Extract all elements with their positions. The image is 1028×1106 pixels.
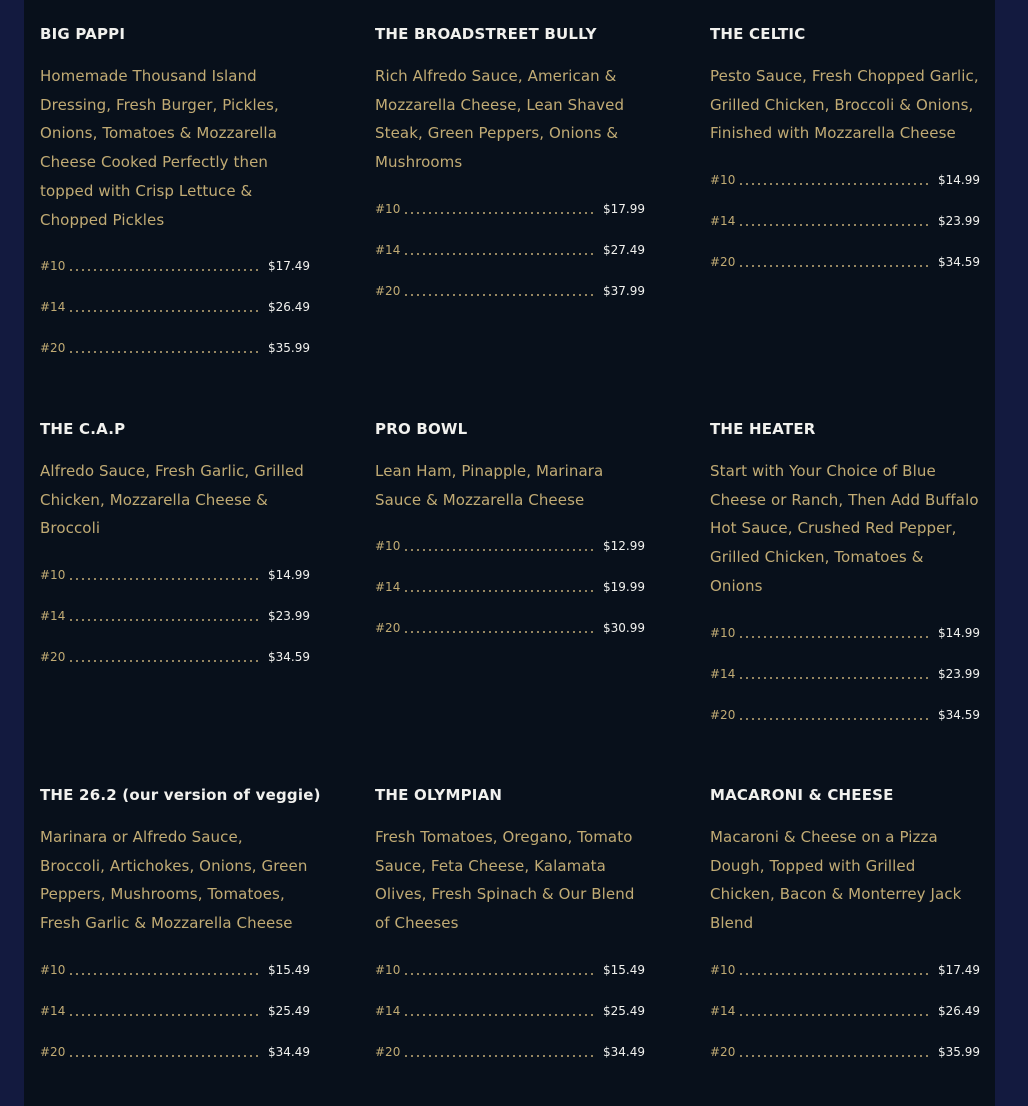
price-list: [710, 624, 980, 724]
menu-panel: [24, 0, 995, 1106]
size-label: #20: [375, 1044, 401, 1059]
dot-leader: [738, 265, 932, 267]
price-value: $30.99: [603, 621, 645, 636]
price-value: $23.99: [268, 609, 310, 624]
dot-leader: [403, 590, 597, 592]
price-row: [375, 1043, 645, 1061]
price-row: [40, 1043, 310, 1061]
item-name: PRO BOWL: [375, 420, 468, 438]
size-label: #14: [40, 1003, 66, 1018]
price-list: [375, 200, 645, 300]
price-value: $23.99: [938, 214, 980, 229]
price-value: $26.49: [938, 1003, 980, 1018]
item-description: Homemade Thousand Island Dressing, Fresh Burger, Pickles, Onions, Tomatoes & Mozzarella Cheese Cooked Perfectly then topped with Crisp Lettuce & Chopped Pickles: [40, 67, 279, 229]
item-description: Marinara or Alfredo Sauce, Broccoli, Artichokes, Onions, Green Peppers, Mushrooms, Tomatoes, Fresh Garlic & Mozzarella Cheese: [40, 828, 308, 933]
price-list: [40, 566, 310, 666]
price-row: [710, 212, 980, 230]
item-name: MACARONI & CHEESE: [710, 786, 894, 804]
item-name: THE 26.2 (our version of veggie): [40, 786, 321, 804]
dot-leader: [68, 619, 262, 621]
dot-leader: [738, 224, 932, 226]
price-row: [710, 1043, 980, 1061]
price-value: $25.49: [268, 1003, 310, 1018]
size-label: #20: [710, 707, 736, 722]
size-label: #20: [710, 1044, 736, 1059]
price-row: [710, 253, 980, 271]
size-label: #10: [40, 962, 66, 977]
price-row: [375, 578, 645, 596]
dot-leader: [403, 631, 597, 633]
size-label: #14: [40, 300, 66, 315]
size-label: #20: [40, 1044, 66, 1059]
size-label: #14: [40, 609, 66, 624]
price-row: [710, 624, 980, 642]
price-row: [40, 339, 310, 357]
price-row: [40, 1002, 310, 1020]
price-value: $17.49: [268, 259, 310, 274]
dot-leader: [403, 253, 597, 255]
price-row: [375, 1002, 645, 1020]
menu-item-26-2: [40, 786, 321, 1084]
price-row: [375, 537, 645, 555]
item-description: Fresh Tomatoes, Oregano, Tomato Sauce, Feta Cheese, Kalamata Olives, Fresh Spinach & Our Blend of Cheeses: [375, 828, 635, 933]
dot-leader: [68, 578, 262, 580]
size-label: #20: [40, 341, 66, 356]
item-name: THE OLYMPIAN: [375, 786, 503, 804]
item-name: BIG PAPPI: [40, 25, 126, 43]
menu-item-cap: [40, 420, 310, 689]
dot-leader: [68, 1055, 262, 1057]
price-row: [375, 241, 645, 259]
size-label: #20: [710, 255, 736, 270]
dot-leader: [403, 973, 597, 975]
item-description: Pesto Sauce, Fresh Chopped Garlic, Grilled Chicken, Broccoli & Onions, Finished with Mozzarella Cheese: [710, 67, 979, 143]
dot-leader: [738, 636, 932, 638]
dot-leader: [68, 1014, 262, 1016]
size-label: #10: [710, 173, 736, 188]
price-value: $17.49: [938, 962, 980, 977]
price-list: [710, 961, 980, 1061]
dot-leader: [738, 183, 932, 185]
menu-item-pro-bowl: [375, 420, 645, 660]
dot-leader: [68, 310, 262, 312]
dot-leader: [68, 973, 262, 975]
price-value: $19.99: [603, 580, 645, 595]
price-row: [710, 706, 980, 724]
price-row: [710, 961, 980, 979]
price-value: $27.49: [603, 242, 645, 257]
price-value: $12.99: [603, 539, 645, 554]
dot-leader: [738, 1014, 932, 1016]
dot-leader: [738, 677, 932, 679]
size-label: #10: [710, 625, 736, 640]
price-value: $14.99: [268, 568, 310, 583]
price-row: [40, 298, 310, 316]
price-row: [710, 171, 980, 189]
dot-leader: [68, 660, 262, 662]
price-value: $34.59: [938, 707, 980, 722]
price-row: [710, 1002, 980, 1020]
price-list: [40, 257, 310, 357]
menu-item-macaroni-cheese: [710, 786, 980, 1084]
dot-leader: [403, 1014, 597, 1016]
price-row: [40, 566, 310, 584]
dot-leader: [68, 269, 262, 271]
price-value: $25.49: [603, 1003, 645, 1018]
menu-item-broadstreet-bully: [375, 25, 645, 323]
price-value: $34.49: [603, 1044, 645, 1059]
size-label: #14: [375, 242, 401, 257]
price-row: [375, 282, 645, 300]
size-label: #10: [375, 962, 401, 977]
size-label: #10: [40, 259, 66, 274]
menu-item-big-pappi: [40, 25, 310, 380]
dot-leader: [403, 294, 597, 296]
menu-item-heater: [710, 420, 980, 747]
item-name: THE CELTIC: [710, 25, 806, 43]
size-label: #20: [375, 621, 401, 636]
size-label: #14: [375, 580, 401, 595]
size-label: #10: [375, 201, 401, 216]
price-value: $26.49: [268, 300, 310, 315]
dot-leader: [738, 718, 932, 720]
price-row: [375, 961, 645, 979]
price-value: $15.49: [268, 962, 310, 977]
size-label: #14: [710, 1003, 736, 1018]
item-name: THE BROADSTREET BULLY: [375, 25, 597, 43]
price-row: [40, 961, 310, 979]
dot-leader: [403, 1055, 597, 1057]
price-value: $37.99: [603, 283, 645, 298]
item-description: Rich Alfredo Sauce, American & Mozzarella Cheese, Lean Shaved Steak, Green Peppers, Onions & Mushrooms: [375, 67, 625, 172]
item-description: Macaroni & Cheese on a Pizza Dough, Topped with Grilled Chicken, Bacon & Monterrey Jack Blend: [710, 828, 962, 933]
price-value: $23.99: [938, 666, 980, 681]
item-description: Alfredo Sauce, Fresh Garlic, Grilled Chicken, Mozzarella Cheese & Broccoli: [40, 462, 304, 538]
menu-item-celtic: [710, 25, 980, 294]
price-row: [40, 648, 310, 666]
size-label: #20: [375, 283, 401, 298]
size-label: #10: [40, 568, 66, 583]
price-list: [375, 537, 645, 637]
price-value: $15.49: [603, 962, 645, 977]
price-value: $17.99: [603, 201, 645, 216]
price-value: $35.99: [938, 1044, 980, 1059]
price-row: [40, 607, 310, 625]
item-name: THE HEATER: [710, 420, 816, 438]
dot-leader: [738, 973, 932, 975]
dot-leader: [403, 212, 597, 214]
price-row: [710, 665, 980, 683]
item-description: Start with Your Choice of Blue Cheese or Ranch, Then Add Buffalo Hot Sauce, Crushed Red Pepper, Grilled Chicken, Tomatoes & Onions: [710, 462, 979, 595]
dot-leader: [403, 549, 597, 551]
item-description: Lean Ham, Pinapple, Marinara Sauce & Mozzarella Cheese: [375, 462, 604, 509]
price-list: [710, 171, 980, 271]
price-row: [375, 619, 645, 637]
item-name: THE C.A.P: [40, 420, 126, 438]
dot-leader: [738, 1055, 932, 1057]
menu-item-olympian: [375, 786, 645, 1084]
price-value: $34.59: [268, 650, 310, 665]
price-value: $14.99: [938, 625, 980, 640]
price-value: $35.99: [268, 341, 310, 356]
price-row: [375, 200, 645, 218]
size-label: #20: [40, 650, 66, 665]
price-list: [375, 961, 645, 1061]
size-label: #14: [375, 1003, 401, 1018]
price-list: [40, 961, 310, 1061]
dot-leader: [68, 351, 262, 353]
price-row: [40, 257, 310, 275]
size-label: #14: [710, 214, 736, 229]
size-label: #10: [710, 962, 736, 977]
price-value: $34.49: [268, 1044, 310, 1059]
price-value: $14.99: [938, 173, 980, 188]
size-label: #14: [710, 666, 736, 681]
price-value: $34.59: [938, 255, 980, 270]
size-label: #10: [375, 539, 401, 554]
